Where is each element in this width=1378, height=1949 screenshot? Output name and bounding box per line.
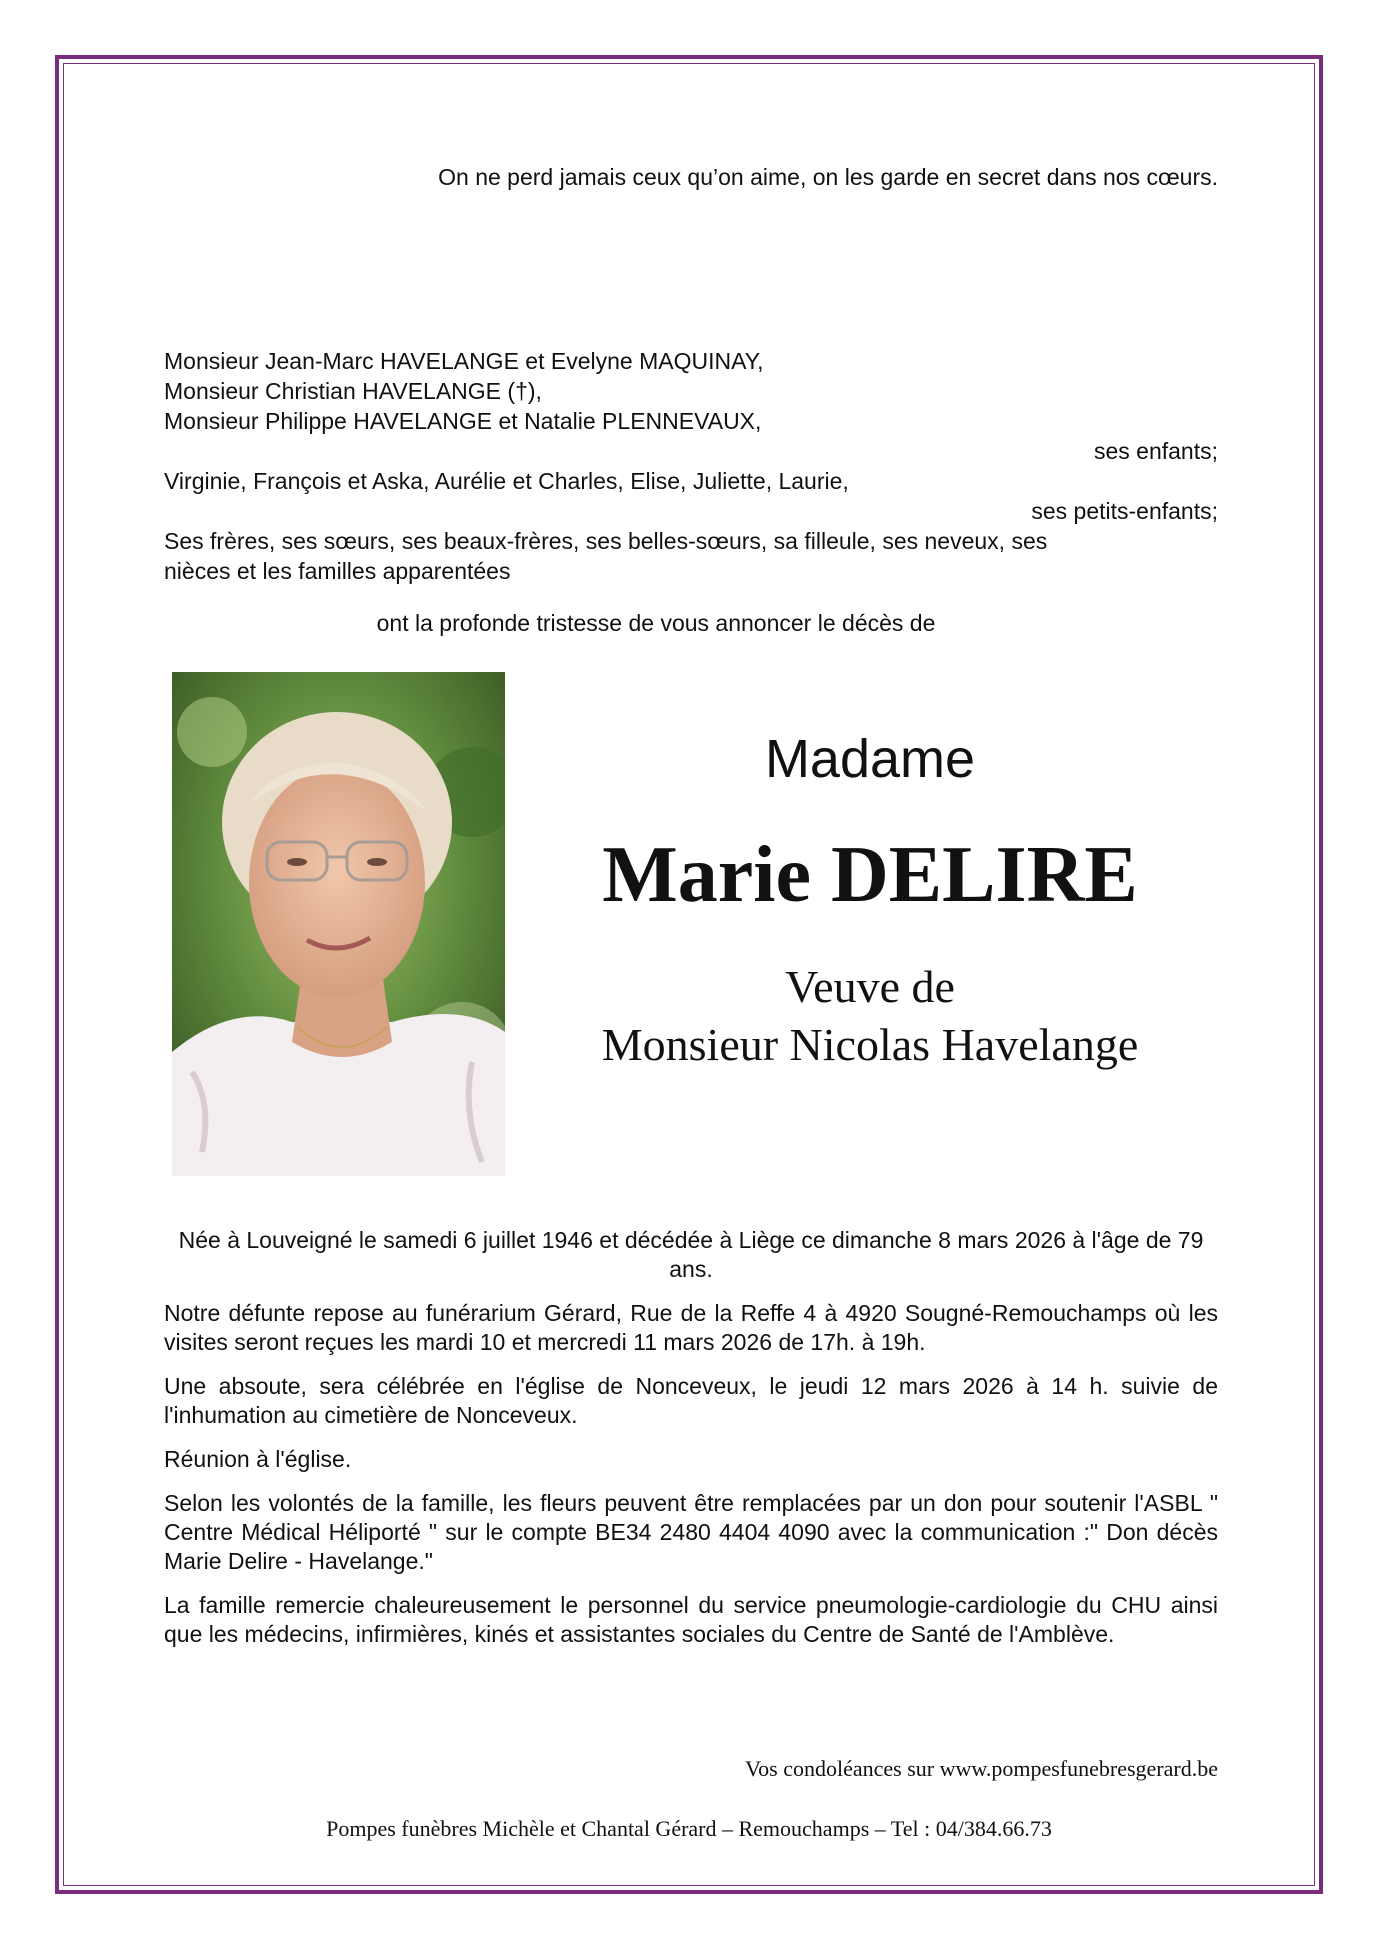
flowers-paragraph: Selon les volontés de la famille, les fleurs peuvent être remplacées par un don pour soutenir l'ASBL " Centre Médical Héliporté " sur le compte BE34 2480 4404 4090 avec la communication :" Don décès Marie Delire - Havelange." xyxy=(164,1490,1218,1574)
deceased-name: Marie DELIRE xyxy=(602,831,1138,919)
footer-line: Pompes funèbres Michèle et Chantal Gérard – Remouchamps – Tel : 04/384.66.73 xyxy=(326,1816,1052,1841)
family-child-2: Monsieur Christian HAVELANGE (†), xyxy=(164,378,542,404)
spouse-name: Monsieur Nicolas Havelange xyxy=(601,1019,1139,1070)
widow-block xyxy=(520,958,1220,1074)
meeting-paragraph: Réunion à l'église. xyxy=(164,1446,352,1472)
birth-death-paragraph: Née à Louveigné le samedi 6 juillet 1946 et décédée à Liège ce dimanche 8 mars 2026 à l'âge de 79 ans. xyxy=(178,1227,1204,1282)
thanks-paragraph: La famille remercie chaleureusement le personnel du service pneumologie-cardiologie du CHU ainsi que les médecins, infirmières, kinés et assistantes sociales du Centre de Santé de l'Amblève. xyxy=(164,1592,1218,1647)
condolences-line: Vos condoléances sur www.pompesfunebresgerard.be xyxy=(745,1756,1218,1781)
family-list xyxy=(164,346,1218,586)
family-others-line2: nièces et les familles apparentées xyxy=(164,558,511,584)
family-others-line1: Ses frères, ses sœurs, ses beaux-frères, ses belles-sœurs, sa filleule, ses neveux, ses xyxy=(164,528,1048,554)
portrait-image xyxy=(172,672,505,1176)
widow-label: Veuve de xyxy=(785,961,955,1012)
family-child-1: Monsieur Jean-Marc HAVELANGE et Evelyne MAQUINAY, xyxy=(164,348,764,374)
deceased-photo xyxy=(172,672,505,1176)
deceased-title: Madame xyxy=(764,729,976,789)
opening-quote: On ne perd jamais ceux qu’on aime, on les garde en secret dans nos cœurs. xyxy=(438,164,1218,190)
grandchildren-label: ses petits-enfants; xyxy=(1031,498,1218,524)
family-grandchildren: Virginie, François et Aska, Aurélie et Charles, Elise, Juliette, Laurie, xyxy=(164,468,849,494)
rest-paragraph: Notre défunte repose au funérarium Gérard, Rue de la Reffe 4 à 4920 Sougné-Remouchamps où les visites seront reçues les mardi 10 et mercredi 11 mars 2026 de 17h. à 19h. xyxy=(164,1300,1218,1355)
ceremony-paragraph: Une absoute, sera célébrée en l'église de Nonceveux, le jeudi 12 mars 2026 à 14 h. suivie de l'inhumation au cimetière de Nonceveux. xyxy=(164,1373,1218,1428)
children-label: ses enfants; xyxy=(1093,438,1218,464)
family-child-3: Monsieur Philippe HAVELANGE et Natalie PLENNEVAUX, xyxy=(164,408,762,434)
announcement: ont la profonde tristesse de vous annoncer le décès de xyxy=(376,610,936,636)
details-section xyxy=(164,1226,1218,1664)
